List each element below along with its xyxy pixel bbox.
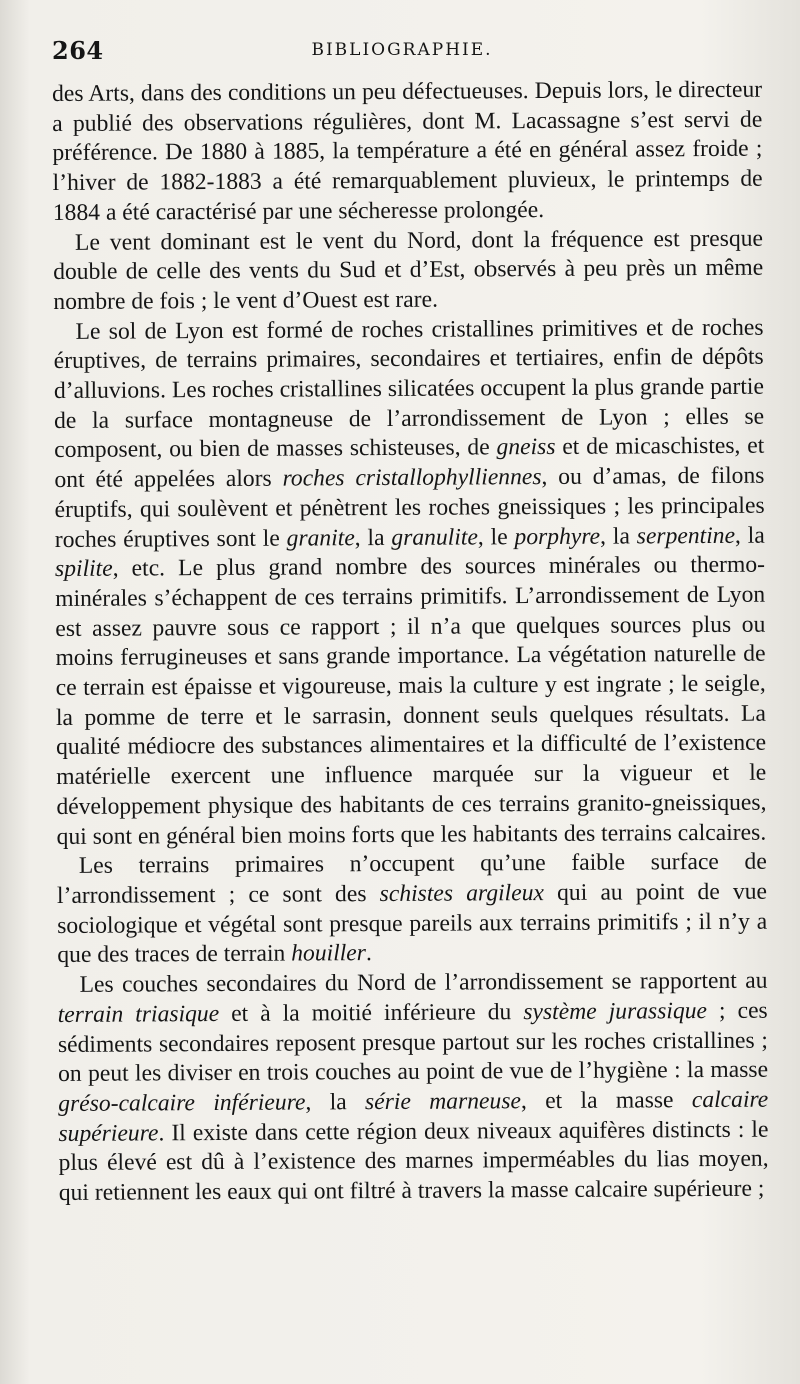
italic-term: houiller	[291, 940, 366, 967]
text-run: , etc. Le plus grand nombre des sources minérales ou thermo-minérales s’échappent de ces terrains primitifs. L’arrondissement de Lyon est assez pauvre sous ce rapport ; il n’a que quelques sources plus ou moins ferrugineuses et sans grande importance. La végétation naturelle de ce terrain est épaisse et vigoureuse, mais la culture y est ingrate ; le seigle, la pomme de terre et le sarrasin, donnent seuls quelques résultats. La qualité médiocre des substances alimentaires et la difficulté de l’existence matérielle exercent une influence marquée sur la vigueur et le développement physique des habitants de ces terrains granito-gneissiques, qui sont en général bien moins forts que les habitants des terrains calcaires.	[55, 551, 767, 850]
italic-term: gréso-calcaire inférieure	[58, 1089, 306, 1117]
paragraph	[52, 76, 763, 229]
text-run: , et la masse	[520, 1087, 692, 1115]
italic-term: série marneuse	[364, 1088, 522, 1116]
body-text	[52, 76, 769, 1209]
text-run: , le	[477, 523, 515, 550]
text-run: , la	[734, 522, 765, 549]
italic-term: porphyre	[514, 523, 601, 550]
text-run: , la	[600, 522, 637, 550]
text-run: qui au point de vue sociologique et végétal sont presque pareils aux terrains primitifs ; il n’y a que des traces de terrain	[57, 878, 768, 969]
running-title: BIBLIOGRAPHIE.	[311, 40, 493, 60]
text-run: Les couches secondaires du Nord de l’arrondissement se rapportent au	[79, 967, 768, 998]
text-run: . Il existe dans cette région deux niveaux aquifères distincts : le plus élevé est dû à l’existence des marnes imperméables du lias moyen, qui retiennent les eaux qui ont filtré à travers la masse calcaire supérieure ;	[58, 1116, 769, 1206]
italic-term: schistes argileux	[379, 879, 545, 907]
page-header	[52, 36, 752, 70]
text-run: Les terrains primaires n’occupent qu’une faible surface de l’arrondissement ; ce sont des	[56, 848, 767, 909]
text-run: , ou d’amas, de filons éruptifs, qui soulèvent et pénètrent les roches gneissiques ; les principales roches éruptives sont le	[54, 462, 765, 553]
text-run: Le vent dominant est le vent du Nord, dont la fréquence est presque double de celle des vents du Sud et d’Est, observés à peu près un même nombre de fois ; le vent d’Ouest est rare.	[53, 225, 764, 315]
paragraph	[53, 224, 764, 317]
italic-term: granite	[286, 524, 355, 552]
italic-term: système jurassique	[523, 997, 708, 1025]
paragraph	[57, 967, 768, 1209]
italic-term: roches cristallophylliennes	[282, 464, 542, 492]
text-run: des Arts, dans des conditions un peu défectueuses. Depuis lors, le directeur a publié des observations régulières, dont M. Lacassagne s’est servi de préférence. De 1880 à 1885, la température a été en général assez froide ; l’hiver de 1882-1883 a été remarquablement pluvieux, le printemps de 1884 a été caractérisé par une sécheresse prolongée.	[52, 76, 763, 226]
text-run: et à la moitié inférieure du	[219, 998, 524, 1027]
text-run: , la	[305, 1089, 366, 1116]
italic-term: granulite	[391, 523, 478, 551]
text-run: Le sol de Lyon est formé de roches cristallines primitives et de roches éruptives, de terrains primaires, secondaires et tertiaires, enfin de dépôts d’alluvions. Les roches cristallines silicatées occupent la plus grande partie de la surface montagneuse de l’arrondissement de Lyon ; elles se composent, ou bien de masses schisteuses, de	[53, 314, 765, 464]
page-number: 264	[52, 36, 104, 65]
italic-term: terrain triasique	[57, 1000, 220, 1028]
italic-term: spilite	[54, 555, 113, 583]
italic-term: gneiss	[496, 434, 556, 461]
text-run: ; ces sédiments secondaires reposent presque partout sur les roches cristallines ; on peut les diviser en trois couches au point de vue de l’hygiène : la masse	[57, 997, 769, 1088]
text-run: , la	[354, 524, 392, 551]
text-run: .	[365, 940, 372, 967]
italic-term: serpentine	[636, 522, 736, 549]
text-run: et de micaschistes, et ont été appelées alors	[54, 433, 765, 494]
paragraph	[53, 313, 766, 852]
italic-term: calcaire supérieure	[58, 1086, 769, 1147]
paragraph	[57, 848, 768, 971]
